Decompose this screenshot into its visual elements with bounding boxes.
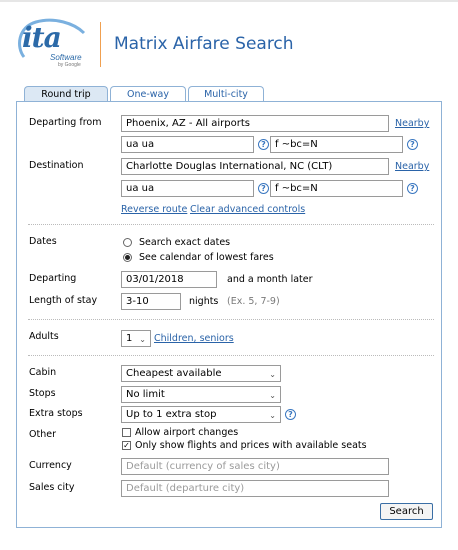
tab-multi-city[interactable]: Multi-city <box>188 86 264 101</box>
origin-nearby-link[interactable]: Nearby <box>395 118 430 129</box>
cabin-select-value: Cheapest available <box>126 368 222 379</box>
logo-byline: by Google <box>58 62 81 68</box>
sales-city-label: Sales city <box>29 482 75 493</box>
logo-text: ita <box>22 21 61 54</box>
clear-advanced-link[interactable]: Clear advanced controls <box>190 204 306 215</box>
dates-label: Dates <box>29 236 57 247</box>
stops-select[interactable] <box>121 386 281 403</box>
departing-range-text: and a month later <box>227 274 313 285</box>
currency-label: Currency <box>29 460 72 471</box>
nights-label: nights <box>189 296 219 307</box>
search-button[interactable]: Search <box>380 503 433 520</box>
help-icon[interactable]: ? <box>407 139 418 150</box>
help-icon[interactable]: ? <box>258 183 269 194</box>
section-divider <box>28 319 434 320</box>
destination-routing-input[interactable]: ua ua <box>121 180 254 197</box>
cabin-select[interactable] <box>121 365 281 382</box>
extra-stops-label: Extra stops <box>29 408 83 419</box>
help-icon[interactable]: ? <box>258 139 269 150</box>
length-of-stay-hint: (Ex. 5, 7-9) <box>227 296 280 307</box>
cabin-label: Cabin <box>29 367 57 378</box>
currency-input[interactable]: Default (currency of sales city) <box>121 458 389 475</box>
reverse-route-link[interactable]: Reverse route <box>121 204 188 215</box>
extra-stops-select-value: Up to 1 extra stop <box>126 409 217 420</box>
destination-label: Destination <box>29 160 84 171</box>
chevron-down-icon: ⌄ <box>269 370 276 379</box>
page-title: Matrix Airfare Search <box>114 34 294 54</box>
children-seniors-link[interactable]: Children, seniors <box>154 333 234 344</box>
calendar-fares-label: See calendar of lowest fares <box>139 252 274 263</box>
origin-city-input[interactable]: Phoenix, AZ - All airports <box>121 115 389 132</box>
header-divider <box>100 22 101 67</box>
available-seats-label: Only show flights and prices with available seats <box>135 440 367 451</box>
adults-select[interactable] <box>121 330 151 347</box>
allow-airport-changes-checkbox[interactable] <box>122 428 131 437</box>
stops-label: Stops <box>29 388 56 399</box>
destination-city-input[interactable]: Charlotte Douglas International, NC (CLT) <box>121 158 389 175</box>
ita-logo <box>14 17 96 71</box>
available-seats-checkbox[interactable]: ✓ <box>123 441 130 450</box>
departing-date-input[interactable]: 03/01/2018 <box>121 271 217 288</box>
logo-subtext: Software <box>50 53 82 62</box>
help-icon[interactable]: ? <box>285 409 296 420</box>
other-label: Other <box>29 429 56 440</box>
chevron-down-icon: ⌄ <box>269 411 276 420</box>
origin-extension-input[interactable]: f ~bc=N <box>270 136 403 153</box>
calendar-fares-radio[interactable] <box>123 253 132 262</box>
departing-from-label: Departing from <box>29 117 102 128</box>
destination-extension-input[interactable]: f ~bc=N <box>270 180 403 197</box>
exact-dates-radio[interactable] <box>123 238 132 247</box>
destination-nearby-link[interactable]: Nearby <box>395 161 430 172</box>
extra-stops-select[interactable] <box>121 406 281 423</box>
chevron-down-icon: ⌄ <box>139 335 146 344</box>
sales-city-input[interactable]: Default (departure city) <box>121 480 389 497</box>
adults-select-value: 1 <box>126 333 133 344</box>
length-of-stay-input[interactable]: 3-10 <box>121 293 181 310</box>
length-of-stay-label: Length of stay <box>29 295 98 306</box>
section-divider <box>28 355 434 356</box>
help-icon[interactable]: ? <box>407 183 418 194</box>
tab-round-trip[interactable]: Round trip <box>24 86 108 102</box>
top-border <box>0 0 458 2</box>
allow-airport-changes-label: Allow airport changes <box>135 427 239 438</box>
stops-select-value: No limit <box>126 389 165 400</box>
adults-label: Adults <box>29 331 59 342</box>
origin-routing-input[interactable]: ua ua <box>121 136 254 153</box>
tab-one-way[interactable]: One-way <box>110 86 186 101</box>
departing-label: Departing <box>29 273 77 284</box>
section-divider <box>28 224 434 225</box>
exact-dates-label: Search exact dates <box>139 237 231 248</box>
chevron-down-icon: ⌄ <box>269 391 276 400</box>
